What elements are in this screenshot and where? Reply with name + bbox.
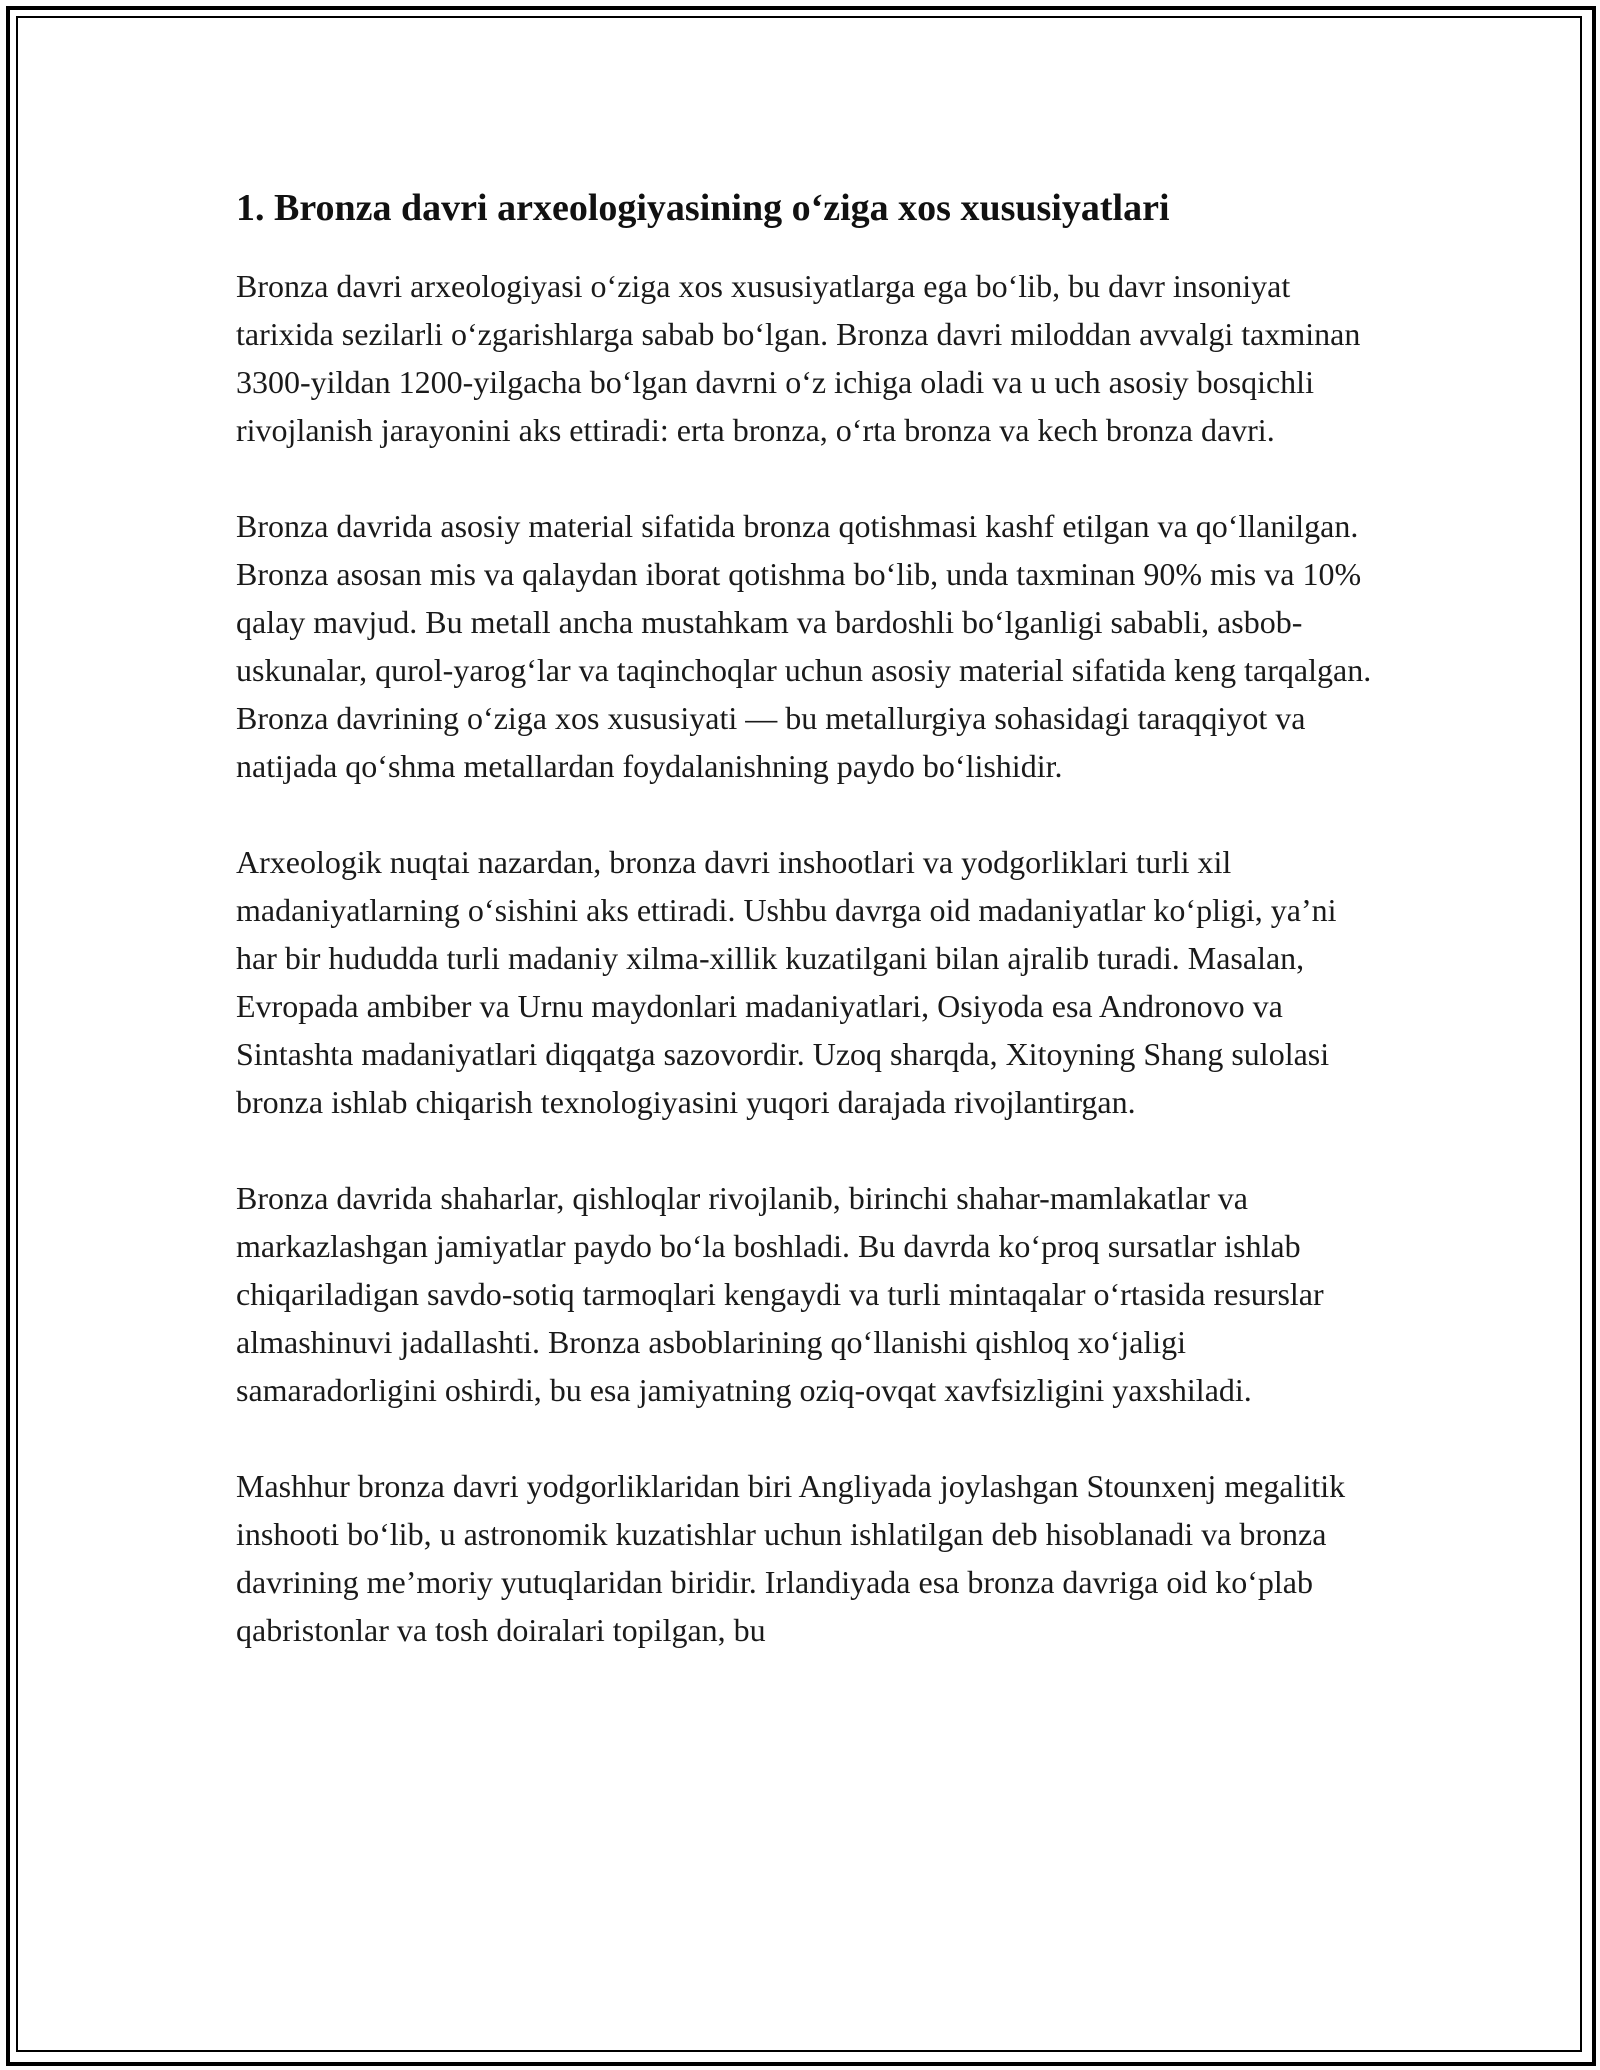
paragraph: Bronza davrida asosiy material sifatida bronza qotishmasi kashf etilgan va qo‘llanilgan. Bronza asosan mis va qalaydan iborat qotishma bo‘lib, unda taxminan 90% mis va 10% qalay mavjud. Bu metall ancha mustahkam va bardoshli bo‘lganligi sababli, asbob-uskunalar, qurol-yarog‘lar va taqinchoqlar uchun asosiy material sifatida keng tarqalgan. Bronza davrining o‘ziga xos xususiyati — bu metallurgiya sohasidagi taraqqiyot va natijada qo‘shma metallardan foydalanishning paydo bo‘lishidir. bbox=[236, 507, 1372, 784]
paragraph: Bronza davri arxeologiyasi o‘ziga xos xususiyatlarga ega bo‘lib, bu davr insoniyat tarixida sezilarli o‘zgarishlarga sabab bo‘lgan. Bronza davri miloddan avvalgi taxminan 3300-yildan 1200-yilgacha bo‘lgan davrni o‘z ichiga oladi va u uch asosiy bosqichli rivojlanish jarayonini aks ettiradi: erta bronza, o‘rta bronza va kech bronza davri. bbox=[236, 267, 1361, 448]
document-body bbox=[236, 186, 1376, 1702]
section-heading: 1. Bronza davri arxeologiyasining o‘ziga xos xususiyatlari bbox=[236, 187, 1170, 229]
paragraph: Bronza davrida shaharlar, qishloqlar rivojlanib, birinchi shahar-mamlakatlar va markazlashgan jamiyatlar paydo bo‘la boshladi. Bu davrda ko‘proq sursatlar ishlab chiqariladigan savdo-sotiq tarmoqlari kengaydi va turli mintaqalar o‘rtasida resurslar almashinuvi jadallashti. Bronza asboblarining qo‘llanishi qishloq xo‘jaligi samaradorligini oshirdi, bu esa jamiyatning oziq-ovqat xavfsizligini yaxshiladi. bbox=[236, 1179, 1324, 1408]
paragraph: Mashhur bronza davri yodgorliklaridan biri Angliyada joylashgan Stounxenj megalitik inshooti bo‘lib, u astronomik kuzatishlar uchun ishlatilgan deb hisoblanadi va bronza davrining me’moriy yutuqlaridan biridir. Irlandiyada esa bronza davriga oid ko‘plab qabristonlar va tosh doiralari topilgan, bu bbox=[236, 1467, 1346, 1648]
paragraph: Arxeologik nuqtai nazardan, bronza davri inshootlari va yodgorliklari turli xil madaniyatlarning o‘sishini aks ettiradi. Ushbu davrga oid madaniyatlar ko‘pligi, ya’ni har bir hududda turli madaniy xilma-xillik kuzatilgani bilan ajralib turadi. Masalan, Evropada ambiber va Urnu maydonlari madaniyatlari, Osiyoda esa Andronovo va Sintashta madaniyatlari diqqatga sazovordir. Uzoq sharqda, Xitoyning Shang sulolasi bronza ishlab chiqarish texnologiyasini yuqori darajada rivojlantirgan. bbox=[236, 843, 1337, 1120]
